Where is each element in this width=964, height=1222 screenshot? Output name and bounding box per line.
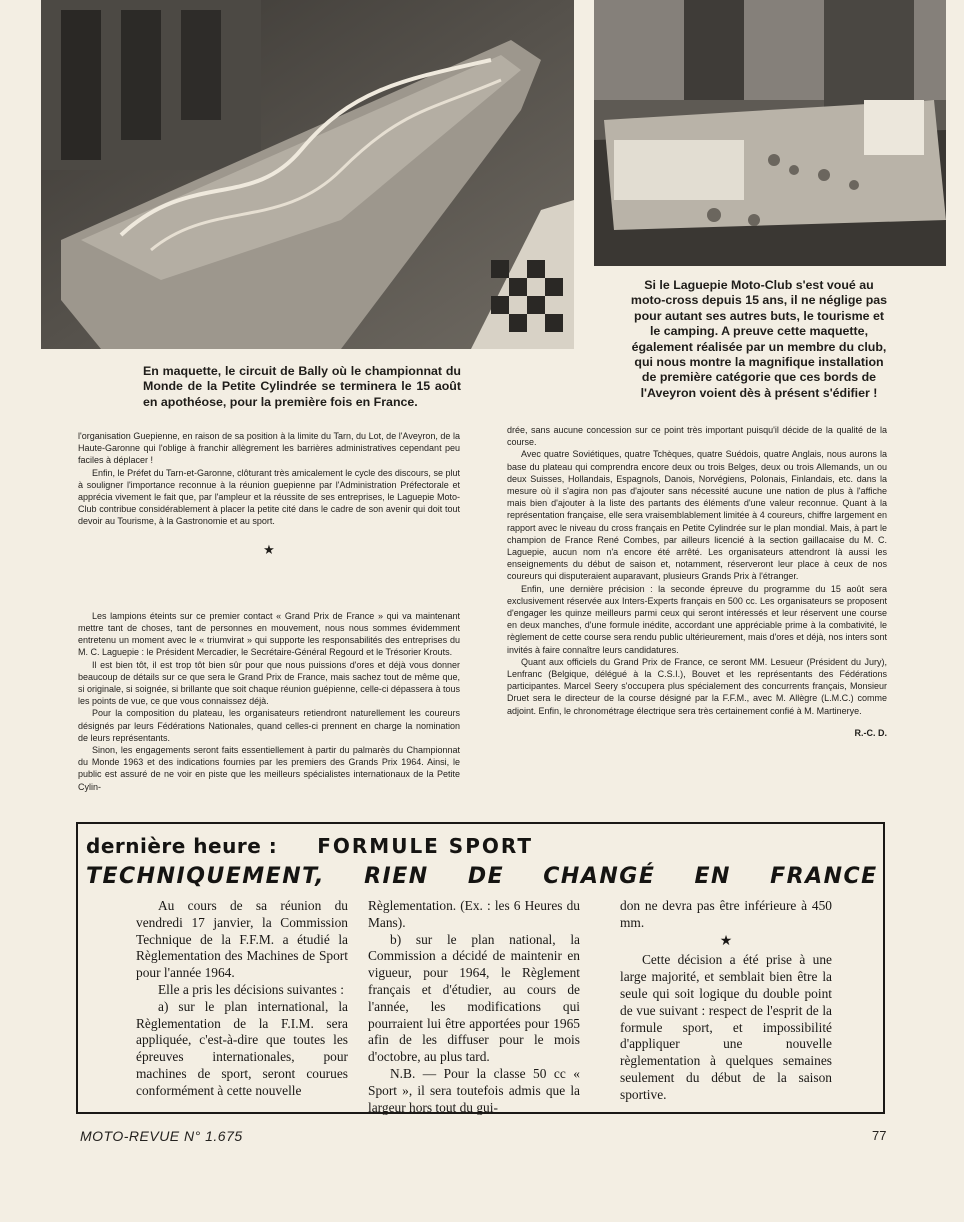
photo-scale-model-camping	[594, 0, 946, 266]
article-column-right	[507, 424, 887, 739]
box-label: dernière heure :	[86, 834, 278, 858]
box-headline: TECHNIQUEMENT, RIEN DE CHANGÉ EN FRANCE	[86, 864, 878, 889]
news-box-formule-sport	[76, 822, 885, 1114]
article-paragraph: Avec quatre Soviétiques, quatre Tchèques, quatre Suédois, quatre Anglais, nous aurons la base du plateau qui comprendra encore deux ou trois Belges, deux ou trois Allemands, un ou deux Suisses, Hollandais, Espagnols, Danois, Norvégiens, Polonais, Finlandais, etc. dans la mesure où il s'agira non pas d'ajouter sans nécessité aucune une nation de plus à l'affiche mais bien d'ajouter à la liste des partants des éléments d'une valeur reconnue. Quant à la représentation française, elle sera vraisemblablement limitée à 4 coureurs, chiffre largement en rapport avec le niveau du cross français en Petite Cylindrée sur le plan mondial. Mais, à part le champion de France René Combes, par ailleurs licencié à la section gaillacaise du M. C. Laguepie, aucun nom n'a encore été arrêté. Les organisateurs attendront là aussi les enseignements du début de saison et, notamment, réserveront leur place à ceux de nos coureurs qui disputeraient auparavant, plusieurs Grands Prix à l'étranger.	[507, 449, 887, 582]
box-paragraph: a) sur le plan international, la Règlementation de la F.I.M. sera appliquée, c'est-à-dire que toutes les épreuves internationales, pour machines de sport, seront courues conformément à cette nouvelle	[136, 998, 348, 1098]
article-paragraph: l'organisation Guepienne, en raison de sa position à la limite du Tarn, du Lot, de l'Aveyron, de la Haute-Garonne qui l'oblige à franchir allègrement les barrières administratives cependant peu faciles à déplacer !	[78, 431, 460, 466]
photo-scale-model-circuit	[41, 0, 574, 349]
article-paragraph: Enfin, une dernière précision : la seconde épreuve du programme du 15 août sera exclusivement réservée aux Inters-Experts français en 500 cc. Les organisateurs se proposent d'engager les quinze meilleurs parmi ceux qui seront intéressés et leur réservent une course en deux manches, d'une formule inédite, accordant une appréciable prime à la combativité, le règlement de cette course sera rendu public ultérieurement, mais d'ores et déjà, nos inters sont invités à faire connaître leurs candidatures.	[507, 583, 887, 655]
box-paragraph: Elle a pris les décisions suivantes :	[158, 981, 344, 997]
box-header	[86, 834, 533, 858]
box-paragraph: Règlementation. (Ex. : les 6 Heures du Mans).	[368, 898, 580, 930]
article-paragraph: Pour la composition du plateau, les organisateurs retiendront naturellement les coureurs désignés par leurs Fédérations Nationales, quand celles-ci prennent en charge la nomination de leurs représentants.	[78, 708, 460, 743]
author-signature: R.-C. D.	[854, 727, 887, 738]
photo-camping-model	[594, 0, 946, 266]
article-paragraph: Enfin, le Préfet du Tarn-et-Garonne, clôturant très amicalement le cycle des discours, se plut à souligner l'importance reconnue à la réunion guepienne par l'Administration Préfectorale et apprécia vivement le fait que, par l'ampleur et la réussite de ses entreprises, le Laguepie Moto-Club contribue considérablement à placer la petite cité dans le cadre de son avenir qui doit tout devoir au Tourisme, à la Gastronomie et au sport.	[78, 467, 460, 527]
box-paragraph: Cette décision a été prise à une large majorité, et semblait bien être la seule qui soit logique du double point de vue suivant : respect de l'esprit de la formule sport, et impossibilité d'appliquer une nouvelle règlementation à quelques semaines seulement du début de la saison sportive.	[620, 952, 832, 1102]
photo-circuit-model	[41, 0, 574, 349]
box-topic: FORMULE SPORT	[317, 834, 534, 858]
box-paragraph: N.B. — Pour la classe 50 cc « Sport », il sera toutefois admis que la largeur hors tout du gui-	[368, 1065, 580, 1115]
magazine-issue: MOTO-REVUE N° 1.675	[80, 1128, 243, 1144]
article-column-left	[78, 430, 460, 793]
photo-caption-circuit: En maquette, le circuit de Bally où le championnat du Monde de la Petite Cylindrée se terminera le 15 août en apothéose, pour la première fois en France.	[143, 364, 461, 409]
article-paragraph: Sinon, les engagements seront faits essentiellement à partir du palmarès du Championnat du Monde 1963 et des indications fournies par les premiers des Grands Prix 1964. Ainsi, le public est assuré de ne voir en piste que les meilleurs spécialistes internationaux de la Petite Cylin-	[78, 745, 460, 792]
page-number: 77	[872, 1128, 887, 1143]
box-column-1	[136, 898, 348, 1100]
photo-caption-camping: Si le Laguepie Moto-Club s'est voué au moto-cross depuis 15 ans, il ne néglige pas pour autant ses autres buts, le tourisme et le camping. A preuve cette maquette, également réalisée par un membre du club, qui nous montre la magnifique installation de première catégorie que ces bords de l'Aveyron voient dès à présent s'édifier !	[630, 278, 888, 400]
article-paragraph: Les lampions éteints sur ce premier contact « Grand Prix de France » qui va maintenant mettre tant de choses, tant de personnes en mouvement, nous nous sommes évidemment entretenu un moment avec le « triumvirat » qui supporte les responsabilités des entreprises du M. C. Laguepie : le Président Mercadier, le Secrétaire-Général Regourd et le Trésorier Krouts.	[78, 610, 460, 658]
box-paragraph: don ne devra pas être inférieure à 450 mm.	[620, 898, 832, 930]
box-paragraph: b) sur le plan national, la Commission a décidé de maintenir en vigueur, pour 1964, le Règlement français et d'étudier, au cours de l'année, les modifications qui pourraient lui être apportées pour 1965 afin de les diffuser pour le mois d'octobre, au plus tard.	[368, 931, 580, 1065]
box-paragraph: Au cours de sa réunion du vendredi 17 janvier, la Commission Technique de la F.F.M. a étudié la Règlementation des Machines de Sport pour l'année 1964.	[136, 898, 348, 981]
article-paragraph: Il est bien tôt, il est trop tôt bien sûr pour que nous puissions d'ores et déjà vous donner beaucoup de détails sur ce que sera le Grand Prix de France, mais sachez tout de même que, si originale, si soignée, si brillante que soit chaque réunion guépienne, celle-ci dépassera à tous les points de vue, ce que vous connaissez déjà.	[78, 659, 460, 707]
article-paragraph: drée, sans aucune concession sur ce point très important puisqu'il décide de la qualité de la course.	[507, 425, 887, 448]
box-column-3	[620, 898, 832, 1104]
box-column-2	[368, 898, 580, 1116]
separator-star-icon: ★	[263, 541, 275, 557]
article-paragraph: Quant aux officiels du Grand Prix de France, ce seront MM. Lesueur (Président du Jury), Lenfranc (Belgique, délégué à la C.S.I.), Bouvet et les représentants des Fédérations participantes. Marcel Seery s'occupera plus spécialement des concurrents français, Monsieur Druet sera le directeur de la course désigné par la F.F.M., avec M. Allègre (L.M.C.) comme adjoint. Enfin, le chronométrage électrique sera très certainement confié à M. Martinerye.	[507, 656, 887, 716]
separator-star-icon: ★	[719, 933, 733, 949]
